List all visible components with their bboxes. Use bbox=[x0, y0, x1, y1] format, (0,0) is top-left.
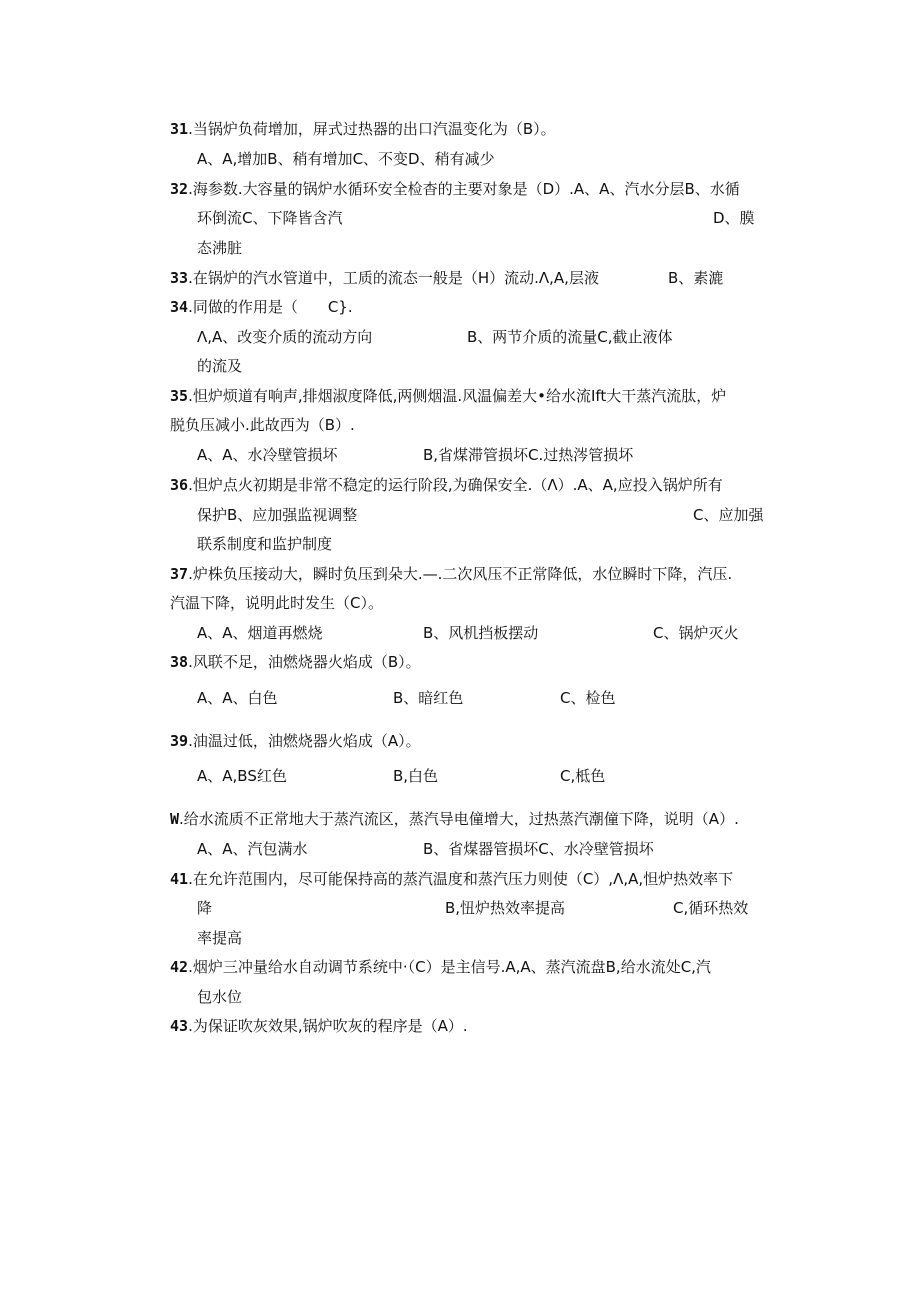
option-c: C,柢色 bbox=[560, 767, 606, 785]
question-number: 38 bbox=[170, 653, 189, 671]
option-b: B、风机挡板摆动 bbox=[423, 624, 539, 642]
question-35-line2: 脱负压减小.此故西为（B）. bbox=[170, 416, 355, 434]
question-33 bbox=[170, 268, 770, 288]
question-stem: .同做的作用是（ C}. bbox=[188, 298, 353, 316]
option-d: D、膜 bbox=[713, 209, 755, 227]
option-b: B、素漉 bbox=[668, 269, 724, 287]
question-number: 34 bbox=[170, 298, 189, 316]
question-stem: .怛炉点火初期是非常不稳定的运行阶段,为确保安全.（Λ）.A、A,应投入锅炉所有 bbox=[188, 476, 723, 494]
question-stem: .风联不足，油燃烧器火焰成（B）。 bbox=[188, 653, 421, 671]
question-36-line3: 联系制度和监护制度 bbox=[197, 535, 333, 553]
question-stem: .在允许范围内，尽可能保持高的蒸汽温度和蒸汽压力则使（C）,Λ,A,怛炉热效率下 bbox=[188, 870, 734, 888]
option-a: A、A、烟道再燃烧 bbox=[197, 624, 323, 642]
question-stem: .当锅炉负荷增加，屏式过热器的出口汽温变化为（B）。 bbox=[188, 120, 556, 138]
question-41 bbox=[170, 869, 733, 889]
question-number: 41 bbox=[170, 870, 189, 888]
question-options: 保护B、应加强监视调整 bbox=[197, 506, 358, 524]
option-b-c: B,省煤滞管损坏C.过热涔管损坏 bbox=[423, 446, 634, 464]
question-stem: .海参数.大容量的锅炉水循环安全检杳的主要对象是（D）.A、A、汽水分层B、水循 bbox=[188, 180, 740, 198]
option-c: C,循环热效 bbox=[673, 899, 749, 917]
question-options: 环倒流C、下降皆含汽 bbox=[197, 209, 343, 227]
question-stem: .给水流质不正常地大于蒸汽流区，蒸汽导电僮增大，过热蒸汽潮僮下降，说明（A）. bbox=[179, 810, 739, 828]
option-a: A、A、水冷壁管损坏 bbox=[197, 446, 338, 464]
question-36-line2 bbox=[197, 505, 777, 525]
option-a-cont: 降 bbox=[197, 899, 213, 917]
question-32-line2 bbox=[197, 208, 777, 228]
question-32 bbox=[170, 179, 740, 199]
option-b: B,白色 bbox=[393, 767, 439, 785]
question-number: 31 bbox=[170, 120, 189, 138]
question-37-line2: 汽温下降，说明此时发生（C）。 bbox=[170, 594, 383, 612]
option-b-c: B、省煤器管损坏C、水冷壁管损坏 bbox=[423, 840, 654, 858]
question-34-options bbox=[197, 327, 757, 347]
option-a: Λ,A、改变介质的流动方向 bbox=[197, 328, 373, 346]
option-b: B,忸炉热效率提高 bbox=[445, 899, 566, 917]
option-a: A、A,BS红色 bbox=[197, 767, 287, 785]
question-number: W bbox=[170, 810, 180, 828]
question-stem: .炉株负压接动大，瞬时负压到朵大.—.二次风压不正常降低，水位瞬时下降，汽压. bbox=[188, 565, 733, 583]
question-37 bbox=[170, 564, 732, 584]
question-number: 33 bbox=[170, 269, 189, 287]
question-42 bbox=[170, 957, 711, 977]
question-number: 42 bbox=[170, 958, 189, 976]
question-number: 37 bbox=[170, 565, 189, 583]
question-38 bbox=[170, 652, 421, 672]
question-42-line2: 包水位 bbox=[197, 988, 243, 1006]
option-c: C、检色 bbox=[560, 689, 616, 707]
question-32-line3: 态沸脏 bbox=[197, 239, 243, 257]
question-stem: .怛炉烦道有响声,排烟淑度降低,两侧烟温.风温偏差大•给水流Ift大干蒸汽流肽，炉 bbox=[188, 387, 727, 405]
question-31-options: A、A,增加B、稍有增加C、不变D、稍有减少 bbox=[197, 150, 495, 168]
question-36 bbox=[170, 475, 723, 495]
question-stem: .为保证吹灰效果,锅炉吹灰的程序是（A）. bbox=[188, 1017, 468, 1035]
question-number: 32 bbox=[170, 180, 189, 198]
question-39 bbox=[170, 731, 421, 751]
question-stem: .油温过低，油燃烧器火焰成（A）。 bbox=[188, 732, 421, 750]
question-31 bbox=[170, 119, 556, 139]
question-41-line2 bbox=[197, 898, 777, 918]
question-stem: .烟炉三冲量给水自动调节系统中·（C）是主信号.A,A、蒸汽流盘B,给水流处C,汽 bbox=[188, 958, 711, 976]
question-34-line3: 的流及 bbox=[197, 357, 243, 375]
question-41-line3: 率提高 bbox=[197, 929, 243, 947]
question-number: 39 bbox=[170, 732, 189, 750]
question-40-options bbox=[197, 839, 757, 859]
question-35 bbox=[170, 386, 726, 406]
question-stem: .在锅炉的汽水管道中，工质的流态一般是（H）流动.Λ,A,层液 bbox=[188, 269, 599, 287]
option-a: A、A、汽包满水 bbox=[197, 840, 308, 858]
question-number: 43 bbox=[170, 1017, 189, 1035]
question-39-options bbox=[197, 766, 757, 786]
option-b-c: B、两节介质的流量C,截止液体 bbox=[467, 328, 673, 346]
question-38-options bbox=[197, 688, 757, 708]
option-c: C、锅炉灭火 bbox=[653, 624, 739, 642]
question-34 bbox=[170, 297, 353, 317]
question-40 bbox=[170, 809, 739, 829]
question-35-options bbox=[197, 445, 757, 465]
question-number: 35 bbox=[170, 387, 189, 405]
question-43 bbox=[170, 1016, 468, 1036]
option-c: C、应加强 bbox=[693, 506, 764, 524]
option-b: B、暗红色 bbox=[393, 689, 464, 707]
question-number: 36 bbox=[170, 476, 189, 494]
question-37-options bbox=[197, 623, 777, 643]
option-a: A、A、白色 bbox=[197, 689, 278, 707]
